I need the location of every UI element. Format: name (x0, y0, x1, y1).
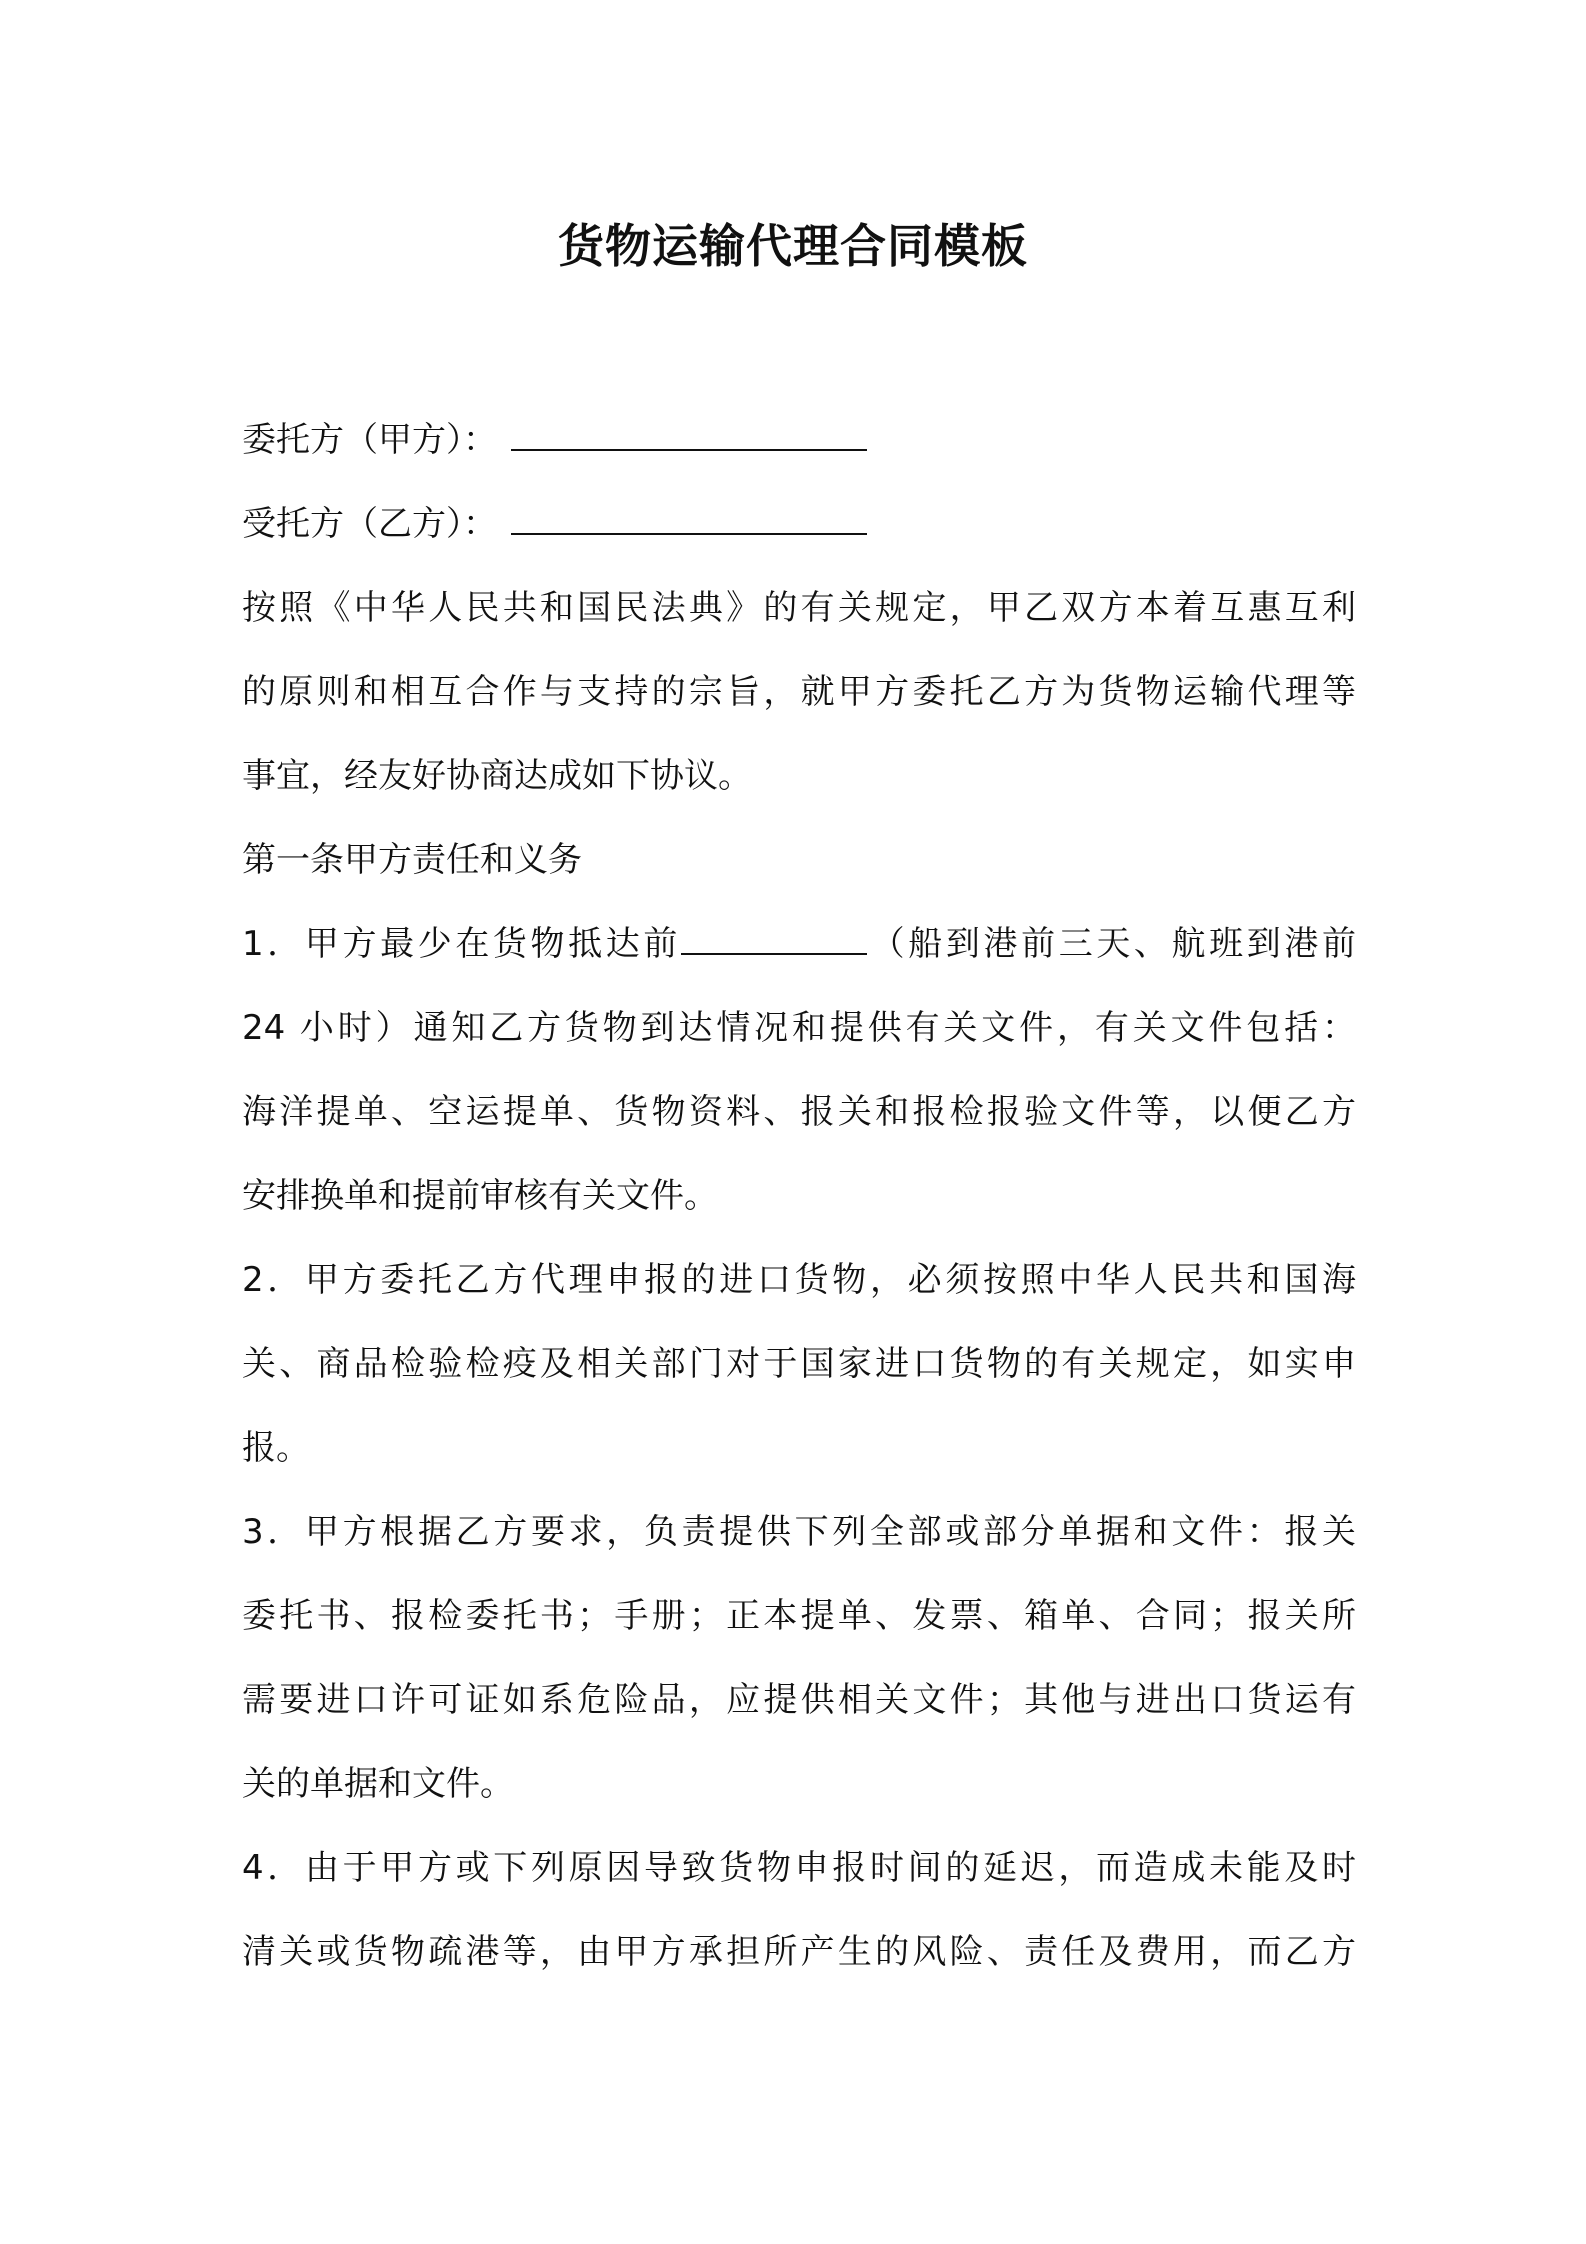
clause-2-line: 2．甲方委托乙方代理申报的进口货物，必须按照中华人民共和国海 (242, 1260, 1356, 1300)
party-a-label: 委托方（甲方）： (242, 420, 497, 460)
clause-1-line: 海洋提单、空运提单、货物资料、报关和报检报验文件等，以便乙方 (242, 1092, 1356, 1132)
clause-3-line: 3．甲方根据乙方要求，负责提供下列全部或部分单据和文件：报关 (242, 1512, 1356, 1552)
preamble-line: 按照《中华人民共和国民法典》的有关规定，甲乙双方本着互惠互利 (242, 588, 1356, 628)
clause-3-line: 需要进口许可证如系危险品，应提供相关文件；其他与进出口货运有 (242, 1680, 1356, 1720)
document-body (242, 398, 1356, 1994)
party-b-label: 受托方（乙方）： (242, 504, 497, 544)
clause-1-part1: 1．甲方最少在货物抵达前 (242, 924, 682, 964)
clause-2-line: 报。 (242, 1428, 310, 1468)
party-b-blank (511, 509, 867, 535)
clause-1-part2: （船到港前三天、航班到港前 (867, 924, 1357, 964)
clause-4-line: 4．由于甲方或下列原因导致货物申报时间的延迟，而造成未能及时 (242, 1848, 1356, 1888)
preamble-line: 事宜，经友好协商达成如下协议。 (242, 756, 752, 796)
clause-3-line: 委托书、报检委托书；手册；正本提单、发票、箱单、合同；报关所 (242, 1596, 1356, 1636)
party-a-line (242, 398, 1356, 482)
clause-3-line: 关的单据和文件。 (242, 1764, 514, 1804)
article-1-heading: 第一条甲方责任和义务 (242, 840, 582, 880)
document-title: 货物运输代理合同模板 (558, 219, 1028, 273)
clause-1-line: 24 小时）通知乙方货物到达情况和提供有关文件，有关文件包括： (242, 1008, 1356, 1048)
clause-1-line (242, 902, 1356, 986)
party-a-blank (511, 425, 867, 451)
clause-1-line: 安排换单和提前审核有关文件。 (242, 1176, 718, 1216)
preamble-line: 的原则和相互合作与支持的宗旨，就甲方委托乙方为货物运输代理等 (242, 672, 1356, 712)
arrival-notice-blank (681, 929, 867, 955)
clause-2-line: 关、商品检验检疫及相关部门对于国家进口货物的有关规定，如实申 (242, 1344, 1356, 1384)
clause-4-line: 清关或货物疏港等，由甲方承担所产生的风险、责任及费用，而乙方 (242, 1932, 1356, 1972)
party-b-line (242, 482, 1356, 566)
